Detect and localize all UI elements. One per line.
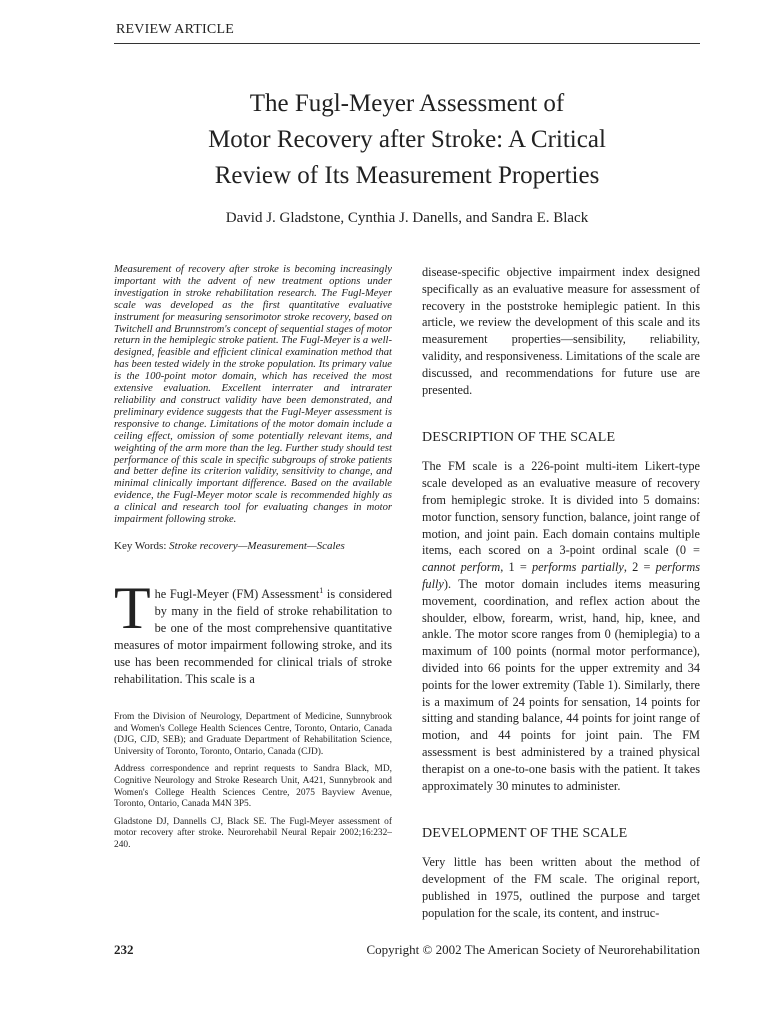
- abstract: Measurement of recovery after stroke is becoming increasingly important with the advent of new treatment options under investigation in stroke rehabilitation research. The Fugl-Meyer scale was developed as the first quantitative evaluative instrument for measuring sensorimotor stroke recovery, based on Twitchell and Brunnstrom's concept of sequential stages of motor return in the hemiplegic stroke patient. The Fugl-Meyer is a well-designed, feasible and efficient clinical examination method that has been tested widely in the stroke population. Its primary value is the 100-point motor domain, which has received the most extensive evaluation. Excellent interrater and intrarater reliability and construct validity have been demonstrated, and preliminary evidence suggests that the Fugl-Meyer assessment is responsive to change. Limitations of the motor domain include a ceiling effect, omission of some potentially relevant items, and weighting of the arm more than the leg. Further study should test performance of this scale in specific subgroups of stroke patients and better define its criterion validity, sensitivity to change, and minimal clinically important difference. Based on the available evidence, the Fugl-Meyer motor scale is recommended highly as a clinical and research tool for evaluating changes in motor impairment following stroke.: [114, 264, 392, 526]
- drop-cap: T: [114, 574, 151, 641]
- keywords-label: Key Words:: [114, 539, 170, 552]
- intro-paragraph: [114, 574, 392, 688]
- body-text: , 1 =: [500, 560, 532, 575]
- body-paragraph: [422, 458, 700, 794]
- affiliation-note: From the Division of Neurology, Department of Medicine, Sunnybrook and Women's College Health Sciences Centre, Toronto, Ontario, Canada (DJG, CJD, SEB); and Graduate Department of Rehabilitation Science, University of Toronto, Toronto, Ontario, Canada (CJD).: [114, 712, 392, 757]
- keywords-value: Stroke recovery—Measurement—Scales: [169, 539, 345, 552]
- section-heading: DESCRIPTION OF THE SCALE: [422, 430, 616, 446]
- citation-superscript: 1: [319, 585, 324, 595]
- section-heading: DEVELOPMENT OF THE SCALE: [422, 826, 628, 842]
- body-emphasis: performs fully: [422, 560, 700, 591]
- body-text: , 2 =: [623, 560, 656, 575]
- left-column: [114, 264, 392, 858]
- body-emphasis: performs partially: [531, 560, 624, 575]
- header-rule: [114, 43, 700, 44]
- citation-note: Gladstone DJ, Dannells CJ, Black SE. The Fugl-Meyer assessment of motor recovery after stroke. Neurorehabil Neural Repair 2002;16:232–240.: [114, 816, 392, 850]
- section-label: REVIEW ARTICLE: [116, 22, 234, 37]
- intro-text: is considered by many in the field of stroke rehabilitation to be one of the most comprehensive quantitative measures of motor impairment following stroke, and its use has been recommended for clinical trials of stroke rehabilitation. This scale is a: [114, 587, 392, 687]
- title-line: Motor Recovery after Stroke: A Critical: [208, 126, 606, 153]
- title-line: The Fugl-Meyer Assessment of: [249, 90, 565, 117]
- body-paragraph: disease-specific objective impairment index designed specifically as an evaluative measure for assessment of recovery in the poststroke hemiplegic patient. In this article, we review the development of this scale and its measurement properties—sensibility, reliability, validity, and responsiveness. Limitations of the scale are discussed, and recommendations for future use are presented.: [422, 265, 700, 397]
- body-emphasis: cannot perform: [422, 560, 501, 575]
- body-text: The FM scale is a 226-point multi-item Likert-type scale developed as an evaluative measure of recovery from hemiplegic stroke. It is divided into 5 domains: motor function, sensory function, balance, joint range of motion, and joint pain. Each domain contains multiple items, each scored on a 3-point ordinal scale (0 =: [422, 459, 700, 558]
- body-text: ). The motor domain includes items measuring movement, coordination, and reflex action about the shoulder, elbow, forearm, wrist, hand, hip, knee, and ankle. The motor score ranges from 0 (hemiplegia) to a maximum of 100 points (normal motor performance), divided into 66 points for the upper extremity and 34 points for the lower extremity (Table 1). Similarly, there is a maximum of 24 points for sensation, 14 points for sitting and standing balance, 44 points for joint range of motion, and 44 points for joint pain. The FM assessment is best administered by a trained physical therapist on a one-to-one basis with the patient. It takes approximately 30 minutes to administer.: [422, 576, 700, 793]
- page-number: 232: [114, 942, 134, 957]
- footnotes: [114, 712, 392, 852]
- copyright-notice: Copyright © 2002 The American Society of Neurorehabilitation: [366, 942, 700, 957]
- title-line: Review of Its Measurement Properties: [214, 162, 600, 189]
- correspondence-note: Address correspondence and reprint requests to Sandra Black, MD, Cognitive Neurology and Stroke Research Unit, A421, Sunnybrook and Women's College Health Sciences Centre, 2075 Bayview Avenue, Toronto, Ontario, Canada M4N 3P5.: [114, 764, 392, 810]
- article-title: [114, 86, 700, 194]
- keywords: [114, 540, 392, 552]
- intro-text: he Fugl-Meyer (FM) Assessment: [154, 587, 320, 602]
- authors: David J. Gladstone, Cynthia J. Danells, and Sandra E. Black: [225, 210, 589, 226]
- right-column: [422, 264, 700, 922]
- body-paragraph: Very little has been written about the method of development of the FM scale. The original report, published in 1975, outlined the purpose and target population for the scale, its content, and instruc-: [422, 855, 700, 920]
